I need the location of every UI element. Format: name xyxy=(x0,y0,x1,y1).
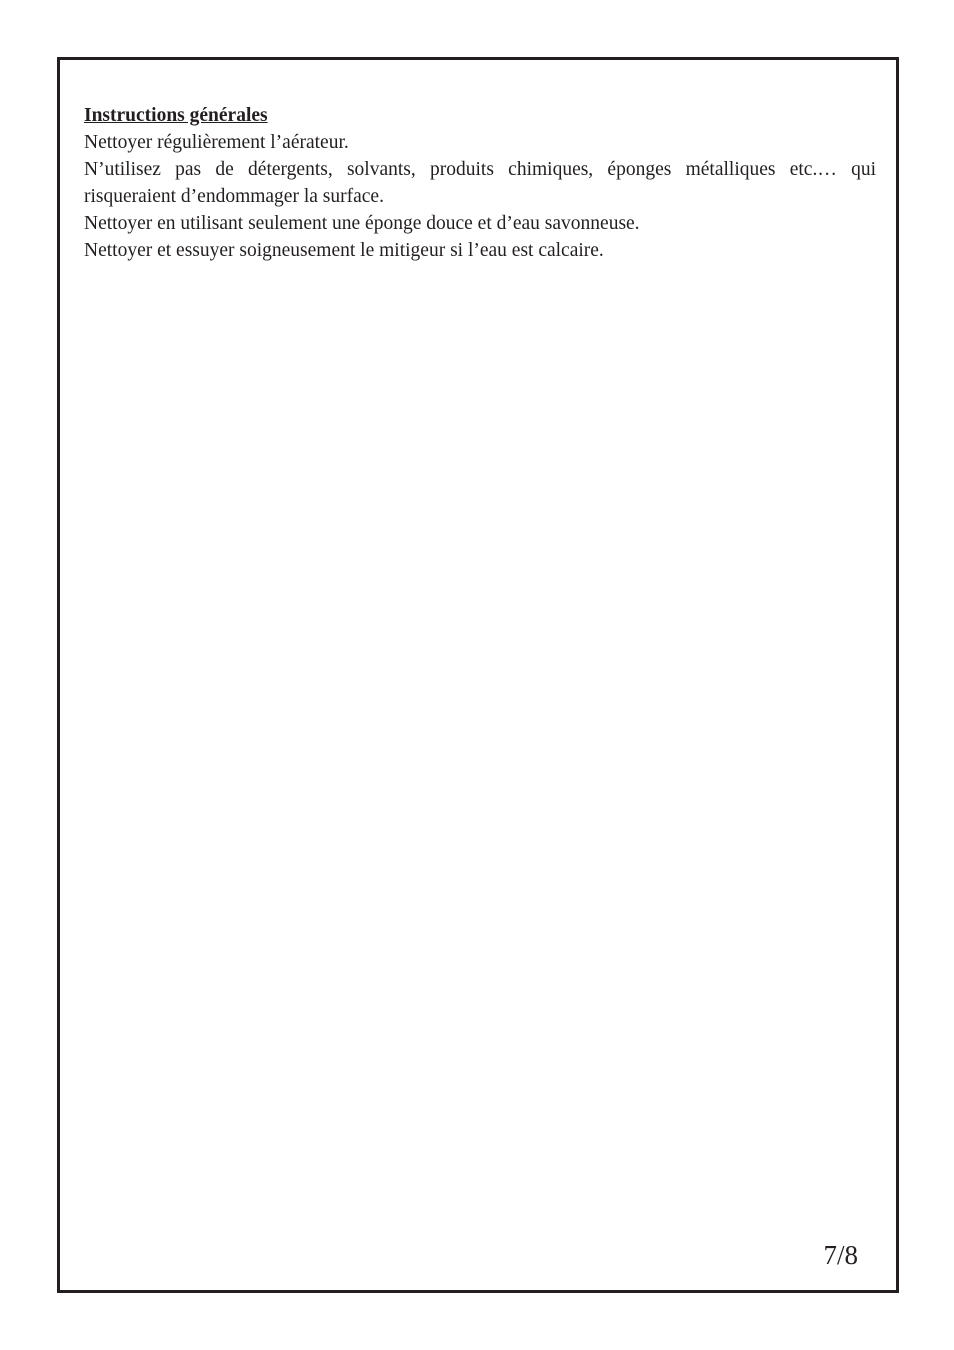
document-body xyxy=(84,102,876,264)
section-heading: Instructions générales xyxy=(84,105,268,126)
paragraph-limescale: Nettoyer et essuyer soigneusement le mitigeur si l’eau est calcaire. xyxy=(84,240,604,261)
paragraph-aerator: Nettoyer régulièrement l’aérateur. xyxy=(84,132,349,153)
paragraph-sponge: Nettoyer en utilisant seulement une éponge douce et d’eau savonneuse. xyxy=(84,213,640,234)
page-number: 7/8 xyxy=(823,1240,858,1270)
paragraph-detergents: N’utilisez pas de détergents, solvants, produits chimiques, éponges métalliques etc.… qui risqueraient d’endommager la surface. xyxy=(84,159,876,207)
page-frame xyxy=(57,57,899,1293)
